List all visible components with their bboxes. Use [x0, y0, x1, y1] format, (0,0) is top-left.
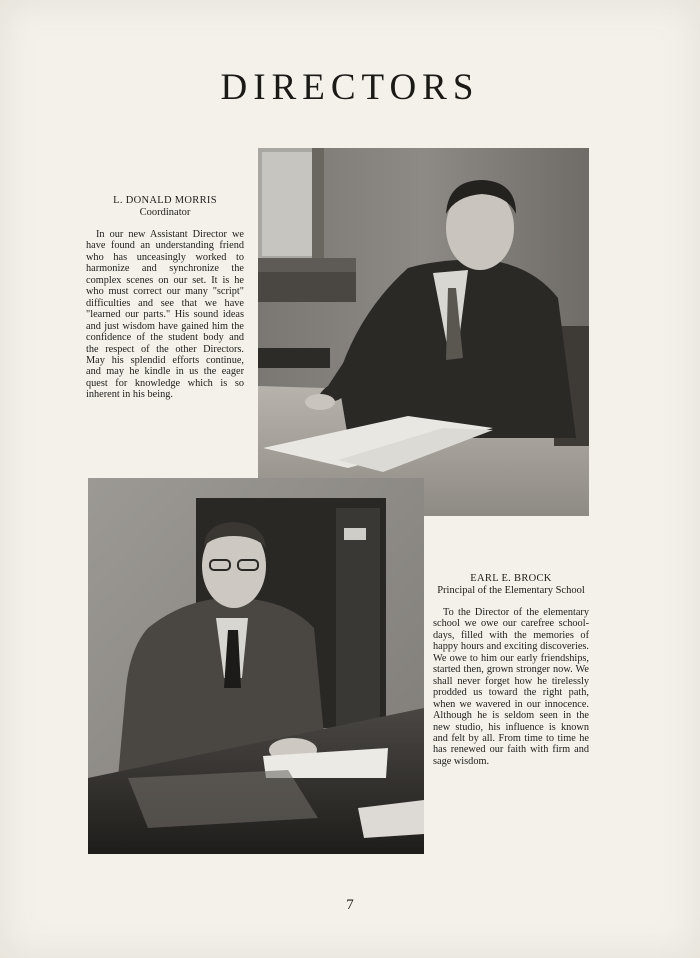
director-morris-photo — [258, 148, 589, 516]
director-role: Coordinator — [139, 207, 191, 218]
page-number: 7 — [346, 897, 354, 913]
director-brock-photo — [88, 478, 424, 854]
director-role: Principal of the Elementary School — [437, 585, 585, 596]
director-name: L. DONALD MORRIS — [113, 195, 217, 206]
director-description: To the Director of the elementary school we owe our carefree school-days, filled with the memories of happy hours and exciting discoveries. We owe to him our early friendships, started then, grown stronger now. We shall never forget how he tirelessly prodded us toward the right path, when we wavered in our innocence. Although he is seldom seen in the new studio, his influence is known and felt by all. From time to time he has renewed our faith with firm and sage wisdom. — [433, 607, 589, 767]
director-morris-caption — [86, 195, 244, 401]
director-description: In our new Assistant Director we have found an understanding friend who has unceasingly worked to harmonize and synchronize the complex scenes on our set. It is he who must correct our many "script" difficulties and see that we have "learned our parts." His sound ideas and just wisdom have gained him the confidence of the student body and the respect of the other Directors. May his splendid efforts continue, and may he kindle in us the eager quest for knowledge which is so inherent in his being. — [86, 229, 244, 401]
director-name: EARL E. BROCK — [470, 573, 552, 584]
director-brock-caption — [433, 573, 589, 767]
page-title: DIRECTORS — [220, 67, 480, 108]
